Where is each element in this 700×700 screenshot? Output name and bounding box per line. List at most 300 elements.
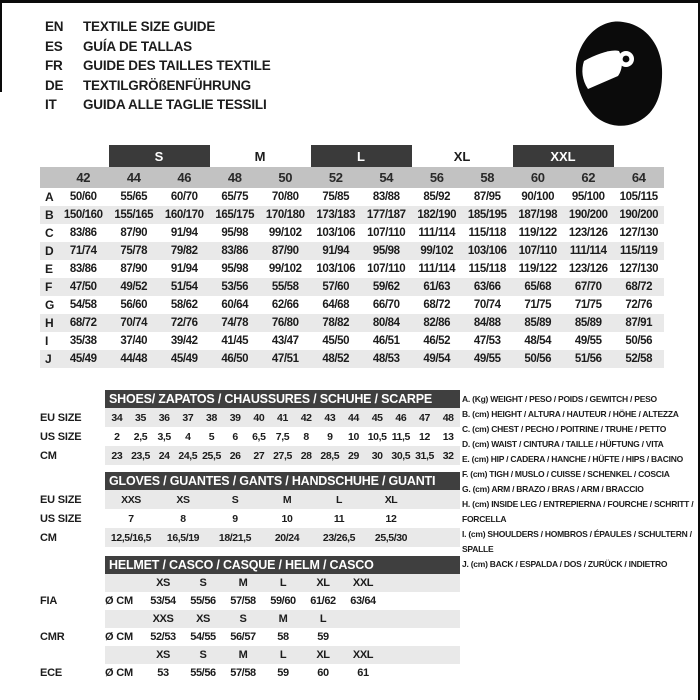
size-cell: 41 [277,411,288,424]
size-cell: S [231,493,239,506]
measurement-row [40,242,664,260]
size-cell: XXS [121,493,141,506]
standard-label: ECE [40,667,63,679]
language-code: EN [45,19,64,34]
row-label: EU SIZE [40,411,82,424]
helmet-header-bar [105,556,460,574]
size-cell: 9 [232,512,238,525]
size-cell: XXL [352,649,374,661]
language-list [45,17,271,115]
measurement-cell: 90/100 [521,191,555,203]
size-cell: 42 [300,411,312,424]
size-column: 58 [480,170,495,185]
helmet-section [40,556,460,682]
measurement-cell: 75/78 [120,245,148,257]
language-title: TEXTILGRÖßENFÜHRUNG [83,77,251,93]
row-letter: B [45,208,54,222]
legend-item [462,437,696,452]
measurement-cell: 103/106 [467,245,507,257]
measurement-cell: 87/90 [271,245,299,257]
size-group-s: S [109,145,210,167]
size-cell: 59 [317,631,329,643]
measurement-cell: 56/60 [120,299,148,311]
size-cell: M [282,493,292,506]
measurement-row [40,260,664,278]
size-cell: L [335,493,342,506]
measurement-cell: 49/55 [473,353,501,365]
legend-item [462,467,696,482]
legend-item [462,452,696,467]
size-cell: 2,5 [133,430,148,443]
measurement-cell: 54/58 [69,299,97,311]
size-cell: 60 [317,667,329,679]
size-column: 42 [76,170,91,185]
size-cell: 3,5 [157,430,171,443]
measurement-cell: 85/92 [423,191,451,203]
size-cell: 45 [371,411,383,424]
size-row [40,427,460,446]
language-row [45,56,271,76]
measurement-cell: 50/56 [625,335,653,347]
size-cell: 25,5/30 [374,531,408,544]
legend-letter: A. [462,394,473,404]
measurement-cell: 127/130 [619,227,659,239]
helmet-icon [570,20,664,126]
size-cell: M [238,577,248,589]
measurement-cell: 150/160 [63,209,103,221]
size-cell: 10,5 [367,430,387,443]
language-code: FR [45,58,63,73]
size-row [40,509,460,528]
size-cell: 53 [157,667,169,679]
row-letter: E [45,262,54,276]
measurement-cell: 47/53 [473,335,501,347]
measurement-cell: 62/66 [271,299,299,311]
measurement-cell: 60/70 [170,191,198,203]
measurement-cell: 99/102 [268,227,302,239]
size-cell: 29 [348,449,359,462]
size-column: 48 [227,170,242,185]
measurement-cell: 187/198 [518,209,558,221]
gloves-title: GLOVES / GUANTES / GANTS / HANDSCHUHE / GUANTI [109,474,436,488]
legend-text: HIP / CADERA / HANCHE / HÜFTE / HIPS / BACINO [490,454,684,464]
measurement-cell: 111/114 [569,245,607,257]
size-cell: 12,5/16,5 [110,531,152,544]
measurement-cell: 165/175 [215,209,255,221]
size-cell: XS [196,613,210,625]
measurement-cell: 91/94 [322,245,350,257]
size-cell: 59 [277,667,289,679]
size-cell: M [278,613,288,625]
measurement-cell: 49/55 [574,335,602,347]
size-cell: 11,5 [391,430,410,443]
size-column: 54 [379,170,394,185]
measurement-cell: 79/82 [170,245,198,257]
measurement-cell: 83/86 [221,245,249,257]
size-cell: 39 [229,411,241,424]
measurement-cell: 111/114 [418,263,456,275]
measurement-cell: 74/78 [221,317,249,329]
measurement-cell: 45/50 [322,335,350,347]
size-cell: XS [176,493,190,506]
measurement-cell: 47/50 [69,281,97,293]
size-cell: XL [316,649,330,661]
row-letter: J [45,352,52,366]
size-column: 56 [429,170,444,185]
size-cell: 23 [111,449,123,462]
legend-item [462,527,696,557]
measurement-cell: 58/62 [170,299,198,311]
size-cells [105,490,460,509]
size-cell: 12 [419,430,430,443]
size-cell: 52/53 [150,631,176,643]
size-group-xxl: XXL [513,145,614,167]
measurement-cell: 99/102 [420,245,454,257]
measurement-cell: 80/84 [372,317,400,329]
row-label: CM [40,449,57,462]
size-cell: XL [316,577,330,589]
size-cell: 6,5 [252,430,266,443]
size-cell: 30,5 [391,449,411,462]
size-cells [105,664,460,682]
size-cell: XS [156,577,170,589]
size-cell: 31,5 [415,449,434,462]
measurement-cell: 83/86 [69,263,97,275]
legend-unit: (cm) [468,529,488,539]
measurement-cell: 85/89 [574,317,602,329]
measurement-row [40,206,664,224]
helmet-title: HELMET / CASCO / CASQUE / HELM / CASCO [109,558,374,572]
legend-item [462,392,696,407]
measurement-row [40,278,664,296]
size-cells [105,446,460,465]
measurement-cell: 57/60 [322,281,350,293]
language-code: DE [45,77,64,93]
measurement-cell: 60/64 [221,299,249,311]
measurement-cell: 52/58 [625,353,653,365]
helmet-size-row [40,610,460,628]
legend-unit: (cm) [472,484,492,494]
size-cell: 56/57 [230,631,256,643]
row-letter: I [45,334,49,348]
size-cell: XXL [352,577,374,589]
measurement-cell: 66/70 [372,299,400,311]
gloves-section [40,472,460,547]
size-cell: 34 [111,411,123,424]
measurement-cell: 71/75 [524,299,552,311]
size-cell: S [199,577,207,589]
measurement-cell: 48/54 [524,335,552,347]
measurement-cell: 123/126 [568,227,608,239]
size-cell: 63/64 [350,595,376,607]
size-cell: 23/26,5 [322,531,356,544]
helmet-rows [40,574,460,682]
size-group-row [40,145,664,167]
measurement-cell: 35/38 [69,335,97,347]
measurement-cell: 48/52 [322,353,350,365]
row-label: EU SIZE [40,493,82,506]
size-cell: 10 [281,512,293,525]
size-cell: 30 [371,449,383,462]
unit-cell: Ø CM [105,631,133,643]
size-cell: 32 [442,449,454,462]
size-cell: 28,5 [320,449,340,462]
size-cells [105,646,460,664]
measurement-cell: 95/98 [372,245,400,257]
size-cell: 47 [419,411,430,424]
measurement-cell: 107/110 [367,263,406,275]
size-cell: 55/56 [190,667,216,679]
measurement-cell: 59/62 [372,281,400,293]
size-column: 50 [278,170,293,185]
size-cell: 35 [135,411,146,424]
measurement-cell: 71/74 [69,245,97,257]
gloves-header-bar [105,472,460,490]
shoes-header-bar [105,390,460,408]
legend-text: ARM / BRAZO / BRAS / ARM / BRACCIO [491,484,644,494]
size-cells [105,408,460,427]
size-cells [105,610,460,628]
measurement-row [40,224,664,242]
legend-unit: (cm) [472,439,492,449]
size-cell: 18/21,5 [218,531,252,544]
size-cell: XL [384,493,398,506]
measurement-cell: 95/98 [221,227,249,239]
measurement-cell: 45/49 [170,353,198,365]
size-cell: XS [156,649,170,661]
measurement-cell: 78/82 [322,317,350,329]
measurement-cell: 53/56 [221,281,249,293]
measurement-cell: 185/195 [467,209,507,221]
frame-border-left [0,0,2,92]
size-cell: 53/54 [150,595,176,607]
size-column: 60 [530,170,545,185]
measurement-cell: 72/76 [625,299,653,311]
size-cell: 48 [442,411,454,424]
measurement-cell: 87/91 [625,317,653,329]
size-column: 62 [581,170,596,185]
measurement-cell: 49/54 [423,353,451,365]
legend-letter: J. [462,559,471,569]
measurement-cell: 173/183 [316,209,356,221]
size-cell: XXS [152,613,174,625]
size-cell: L [279,649,287,661]
size-cell: M [238,649,248,661]
size-column: 44 [126,170,141,185]
size-cell: 40 [253,411,265,424]
measurement-cell: 48/53 [372,353,400,365]
measurement-cell: 55/65 [120,191,148,203]
legend-text: SHOULDERS / HOMBROS / ÉPAULES / SCHULTERN / SPALLE [462,529,692,554]
measurement-cell: 87/90 [120,263,148,275]
size-column: 46 [177,170,192,185]
legend-letter: G. [462,484,473,494]
measurement-cell: 63/66 [473,281,501,293]
size-cell: 26 [229,449,241,462]
size-cell: 38 [206,411,217,424]
helmet-size-row [40,646,460,664]
measurement-cell: 119/122 [518,263,557,275]
shoes-title: SHOES/ ZAPATOS / CHAUSSURES / SCHUHE / SCARPE [109,392,432,406]
measurement-row [40,296,664,314]
legend-text: WAIST / CINTURA / TAILLE / HÜFTUNG / VITA [491,439,664,449]
size-cells [105,592,460,610]
measurement-cell: 51/56 [574,353,602,365]
row-letter: C [45,226,54,240]
size-row [40,446,460,465]
measurement-cell: 103/106 [316,263,356,275]
measurement-cell: 47/51 [271,353,299,365]
main-size-table [40,145,664,368]
language-title: GUIDA ALLE TAGLIE TESSILI [83,97,267,112]
helmet-data-row [40,628,460,646]
measurement-cell: 115/118 [468,227,506,239]
measurement-cell: 68/72 [69,317,97,329]
size-cell: 59/60 [270,595,296,607]
row-label: CM [40,531,57,544]
size-column: 52 [328,170,343,185]
legend-letter: C. [462,424,473,434]
measurement-cell: 85/89 [524,317,552,329]
size-cells [105,528,460,547]
size-cell: 46 [395,411,407,424]
measurement-cell: 95/98 [221,263,249,275]
size-cell: 57/58 [230,667,256,679]
measurement-cell: 46/50 [221,353,249,365]
measurement-cell: 170/180 [265,209,305,221]
size-cell: 44 [348,411,359,424]
row-letter: H [45,316,54,330]
size-cells [105,509,460,528]
row-letter: F [45,280,53,294]
measurement-cell: 115/118 [468,263,506,275]
measurement-cell: 91/94 [170,263,198,275]
shoes-rows [40,408,460,465]
standard-label: CMR [40,631,65,643]
unit-cell: Ø CM [105,667,133,679]
measurement-rows [40,188,664,368]
size-cell: 36 [158,411,170,424]
size-cells [105,427,460,446]
size-column-row [40,167,664,188]
gloves-rows [40,490,460,547]
measurement-cell: 70/74 [473,299,501,311]
row-label: US SIZE [40,512,82,525]
measurement-cell: 41/45 [221,335,249,347]
language-row [45,76,271,96]
measurement-cell: 44/48 [120,353,148,365]
measurement-cell: 55/58 [271,281,299,293]
measurement-cell: 177/187 [366,209,406,221]
size-row [40,408,460,427]
size-cell: 23,5 [131,449,150,462]
language-title: GUÍA DE TALLAS [83,38,192,54]
size-cell: 61/62 [310,595,336,607]
size-cells [105,628,460,646]
measurement-cell: 68/72 [625,281,653,293]
unit-cell: Ø CM [105,595,133,607]
measurement-cell: 87/90 [120,227,148,239]
measurement-cell: 83/86 [69,227,97,239]
language-row [45,17,271,37]
size-cell: 8 [180,512,186,525]
measurement-cell: 190/200 [568,209,608,221]
measurement-cell: 43/47 [271,335,299,347]
measurement-cell: 91/94 [170,227,198,239]
size-cell: 5 [208,430,215,443]
legend-item [462,482,696,497]
language-code: ES [45,38,63,54]
size-cell: 11 [333,512,345,525]
size-cell: 24 [158,449,170,462]
row-label [40,646,105,664]
size-cell: L [279,577,287,589]
measurement-cell: 72/76 [170,317,198,329]
size-cell: 4 [185,430,191,443]
size-cell: 7 [128,512,134,525]
measurement-row [40,332,664,350]
standard-label: FIA [40,595,58,607]
measurement-cell: 70/80 [271,191,299,203]
legend-text: TIGH / MUSLO / CUISSE / SCHENKEL / COSCIA [489,469,670,479]
measurement-cell: 123/126 [568,263,608,275]
row-letter: D [45,244,54,258]
measurement-cell: 65/68 [524,281,552,293]
helmet-size-row [40,574,460,592]
measurement-cell: 76/80 [271,317,299,329]
measurement-cell: 115/119 [619,245,658,257]
measurement-cell: 105/115 [619,191,658,203]
size-cell: 20/24 [274,531,300,544]
size-cell: 2 [114,430,120,443]
measurement-cell: 111/114 [418,227,456,239]
size-cell: 12 [385,512,397,525]
measurement-cell: 95/100 [571,191,605,203]
row-label [40,574,105,592]
measurement-cell: 46/51 [372,335,400,347]
legend-text: BACK / ESPALDA / DOS / ZURÜCK / INDIETRO [489,559,668,569]
legend-item [462,497,696,527]
size-cell: L [319,613,327,625]
helmet-data-row [40,592,460,610]
size-group-l: L [311,145,412,167]
measurement-cell: 51/54 [170,281,198,293]
measurement-cell: 45/49 [69,353,97,365]
size-cell: 6 [232,430,238,443]
measurement-cell: 160/170 [164,209,204,221]
measurement-row [40,350,664,368]
language-title: GUIDE DES TAILLES TEXTILE [83,58,271,73]
measurement-cell: 103/106 [316,227,356,239]
measurement-cell: 182/190 [417,209,457,221]
measurement-cell: 155/165 [114,209,154,221]
row-letter: A [45,190,54,204]
legend-unit: (cm) [472,409,492,419]
size-cell: S [239,613,247,625]
measurement-cell: 84/88 [473,317,501,329]
measurement-cell: 83/88 [372,191,400,203]
size-cell: 61 [357,667,369,679]
measurement-row [40,314,664,332]
measurement-cell: 82/86 [423,317,451,329]
size-group-xl: XL [453,148,471,164]
measurement-cell: 61/63 [423,281,451,293]
legend-text: INSIDE LEG / ENTREPIERNA / FOURCHE / SCHRITT / FORCELLA [462,499,694,524]
size-cell: 27 [253,449,265,462]
legend-unit: (cm) [472,499,492,509]
language-title: TEXTILE SIZE GUIDE [83,19,216,34]
legend-item [462,557,696,572]
